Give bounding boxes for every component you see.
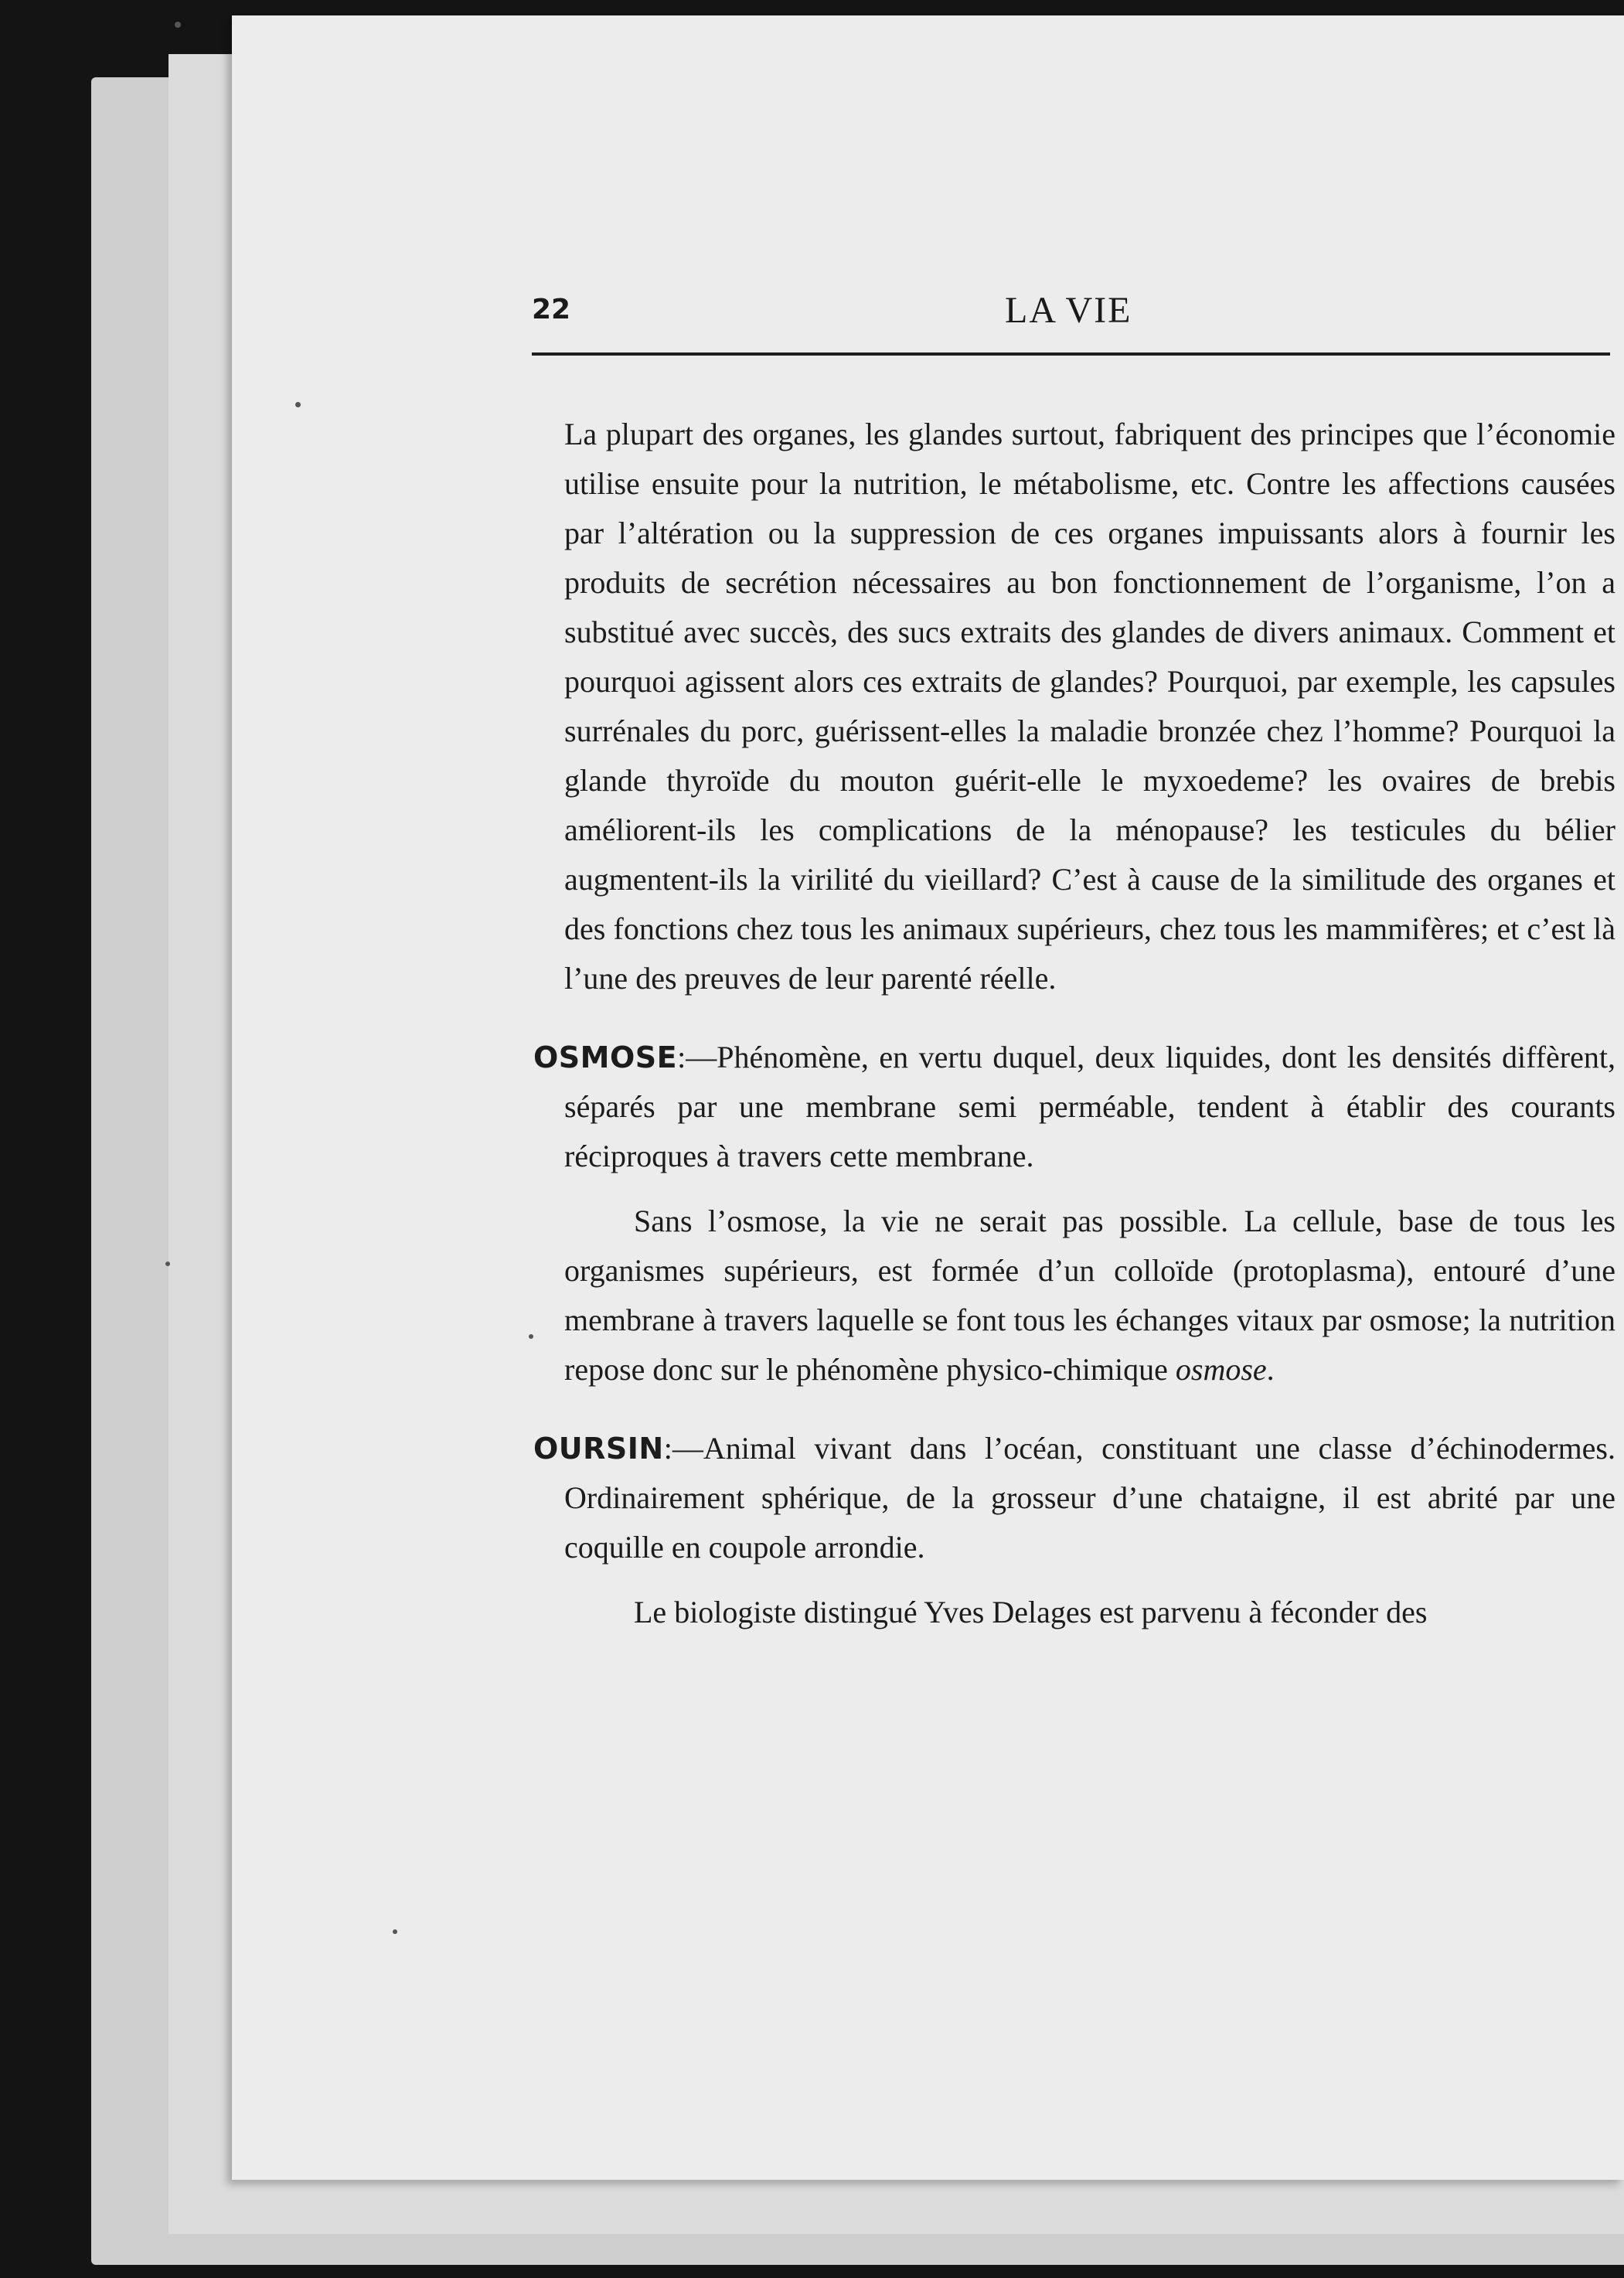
running-title: LA VIE	[1005, 290, 1132, 331]
entry-paragraph-end: .	[1266, 1352, 1275, 1387]
intro-section	[564, 410, 1615, 1003]
entry-paragraph-text: Sans l’osmose, la vie ne serait pas possible. La cellule, base de tous les organismes supérieurs, est formée d’un colloïde (protoplasma), entouré d’une membrane à travers laquelle se font tous les échanges vitaux par osmose; la nutrition repose donc sur le phénomène physico-chimique	[564, 1204, 1615, 1387]
dust-speck	[165, 1262, 170, 1266]
entry-definition-line	[533, 1424, 1615, 1572]
entry-separator: :—	[677, 1040, 717, 1074]
entry-term: OURSIN	[533, 1432, 664, 1466]
page-header	[532, 278, 1624, 363]
entry-paragraph: Le biologiste distingué Yves Delages est parvenu à féconder des	[634, 1595, 1428, 1629]
entry-term: OSMOSE	[533, 1040, 678, 1074]
entry-definition: Animal vivant dans l’océan, constituant une classe d’échinodermes. Ordinairement sphérique, de la grosseur d’une chataigne, il est abrité par une coquille en coupole arrondie.	[564, 1431, 1615, 1565]
entry-definition-line	[533, 1033, 1615, 1181]
entry-italic-word: osmose	[1175, 1352, 1267, 1387]
entry-definition: Phénomène, en vertu duquel, deux liquides, dont les densités diffèrent, séparés par une membrane semi perméable, tendent à établir des courants réciproques à travers cette membrane.	[564, 1040, 1615, 1173]
entry-separator: :—	[663, 1431, 703, 1466]
header-rule	[532, 352, 1610, 356]
dust-speck	[393, 1929, 397, 1934]
page-number: 22	[532, 294, 571, 325]
dust-speck	[175, 22, 181, 28]
page-body	[533, 410, 1615, 1637]
entry-paragraph	[564, 1197, 1615, 1394]
glossary-entry-oursin	[533, 1424, 1615, 1637]
glossary-entry-osmose	[533, 1033, 1615, 1394]
dust-speck	[295, 402, 301, 407]
dust-speck	[529, 1334, 533, 1339]
intro-paragraph: La plupart des organes, les glandes surtout, fabriquent des principes que l’économie utilise ensuite pour la nutrition, le métabolisme, etc. Contre les affections causées par l’altération ou la suppression de ces organes impuissants alors à fournir les produits de secrétion nécessaires au bon fonctionnement de l’organisme, l’on a substitué avec succès, des sucs extraits des glandes de divers animaux. Comment et pourquoi agissent alors ces extraits de glandes? Pourquoi, par exemple, les capsules surrénales du porc, guérissent-elles la maladie bronzée chez l’homme? Pourquoi la glande thyroïde du mouton guérit-elle le myxoedeme? les ovaires de brebis améliorent-ils les complications de la ménopause? les testicules du bélier augmentent-ils la virilité du vieillard? C’est à cause de la similitude des organes et des fonctions chez tous les animaux supérieurs, chez tous les mammifères; et c’est là l’une des preuves de leur parenté réelle.	[564, 417, 1615, 996]
